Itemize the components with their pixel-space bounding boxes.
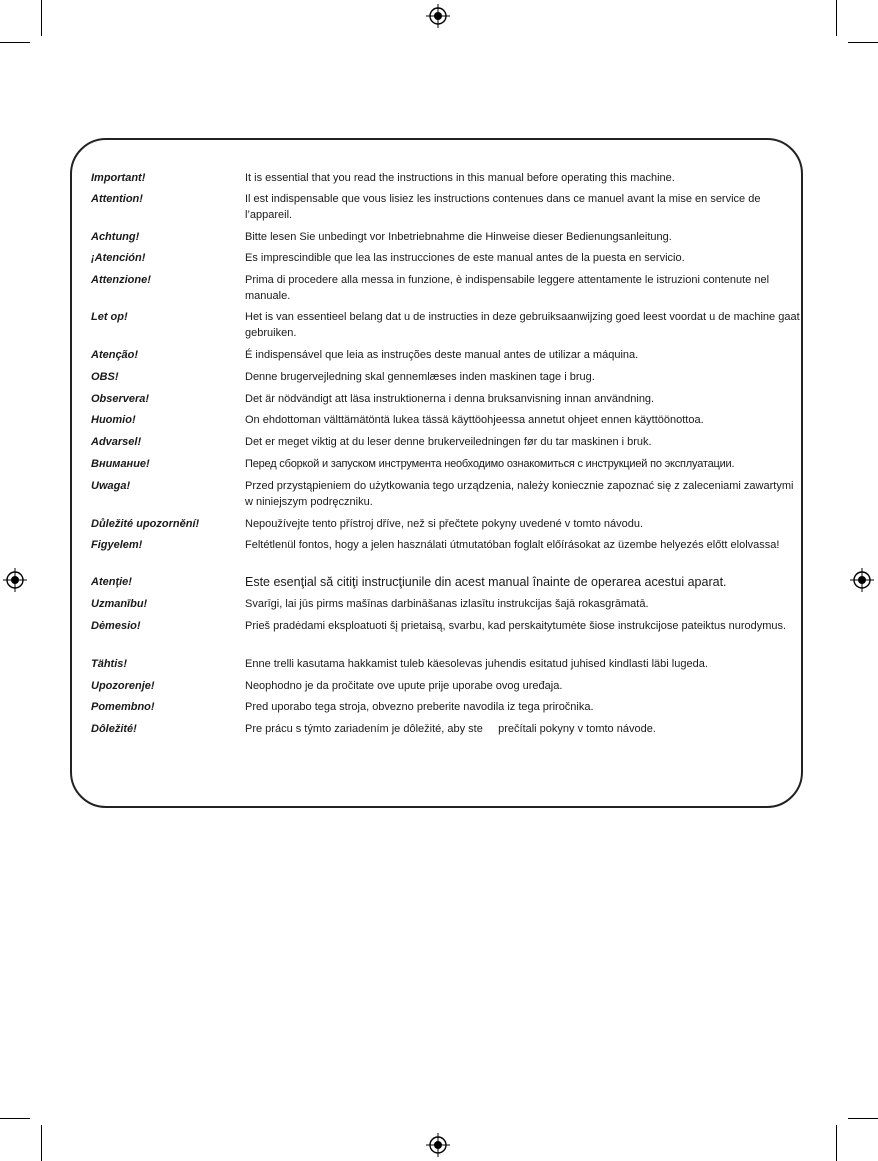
language-label: Let op! [91,311,128,323]
language-label: Huomio! [91,414,136,426]
instruction-text: Det är nödvändigt att läsa instruktionerna i denna bruksanvisning innan användning. [245,393,655,405]
crop-mark [836,1125,837,1161]
language-label: Внимание! [91,458,150,470]
crop-mark [836,0,837,36]
crop-mark [0,42,30,43]
registration-crosshair-icon [850,568,874,592]
instruction-text: Il est indispensable que vous lisiez les instructions contenues dans ce manuel avant la mise en service de l’appareil. [245,193,761,221]
instruction-text: It is essential that you read the instructions in this manual before operating this machine. [245,172,675,184]
registration-crosshair-icon [426,4,450,28]
instruction-text: Det er meget viktig at du leser denne brukerveiledningen før du tar maskinen i bruk. [245,436,652,448]
language-label: Dėmesio! [91,620,141,632]
instruction-text: Перед сборкой и запуском инструмента необходимо ознакомиться с инструкцией по эксплуатации. [245,458,735,470]
language-label: ¡Atención! [91,252,146,264]
language-label: Observera! [91,393,150,405]
crop-mark [41,1125,42,1161]
language-label: Attention! [91,193,143,205]
instruction-text: Este esenţial să citiţi instrucţiunile din acest manual înainte de operarea acestui aparat. [245,575,727,589]
instruction-text: É indispensável que leia as instruções deste manual antes de utilizar a máquina. [245,349,639,361]
registration-crosshair-icon [426,1133,450,1157]
language-label: Atenţie! [91,576,132,588]
instruction-text: Pred uporabo tega stroja, obvezno preberite navodila iz tega priročnika. [245,701,594,713]
instruction-text: Prieš pradėdami eksploatuoti šį prietaisą, svarbu, kad perskaitytumėte šiose instrukcijose pateiktus nurodymus. [245,620,787,632]
instruction-text: Denne brugervejledning skal gennemlæses inden maskinen tage i brug. [245,371,595,383]
language-label: Attenzione! [91,274,151,286]
instruction-text: Enne trelli kasutama hakkamist tuleb käesolevas juhendis esitatud juhised kindlasti läbi lugeda. [245,658,708,670]
instruction-text: Bitte lesen Sie unbedingt vor Inbetriebnahme die Hinweise dieser Bedienungsanleitung. [245,231,672,243]
crop-mark [0,1118,30,1119]
warning-panel [70,138,803,808]
language-label: Upozorenje! [91,680,155,692]
language-label: Important! [91,172,146,184]
instruction-text: Neophodno je da pročitate ove upute prije uporabe ovog uređaja. [245,680,563,692]
instruction-text: Nepoužívejte tento přístroj dříve, než si přečtete pokyny uvedené v tomto návodu. [245,518,644,530]
instruction-text: Svarīgi, lai jūs pirms mašīnas darbināšanas izlasītu instrukcijas šajā rokasgrāmatā. [245,598,649,610]
language-label: Figyelem! [91,539,143,551]
language-label: Tähtis! [91,658,128,670]
crop-mark [848,42,878,43]
crop-mark [41,0,42,36]
instruction-text: Feltétlenül fontos, hogy a jelen használati útmutatóban foglalt előírásokat az üzembe helyezés előtt elolvassa! [245,539,780,551]
language-label: Atenção! [91,349,139,361]
language-label: OBS! [91,371,119,383]
language-label: Uzmanību! [91,598,148,610]
instruction-text: Pre prácu s týmto zariadením je dôležité, aby ste prečítali pokyny v tomto návode. [245,723,656,735]
registration-crosshair-icon [3,568,27,592]
instruction-text: Es imprescindible que lea las instrucciones de este manual antes de la puesta en servicio. [245,252,685,264]
language-label: Důležité upozornění! [91,518,200,530]
instruction-text: Prima di procedere alla messa in funzione, è indispensabile leggere attentamente le istruzioni contenute nel manuale. [245,274,770,302]
language-label: Dôležité! [91,723,137,735]
language-label: Achtung! [91,231,140,243]
language-label: Pomembno! [91,701,155,713]
crop-mark [848,1118,878,1119]
language-label: Advarsel! [91,436,142,448]
language-label: Uwaga! [91,480,131,492]
instruction-text: Het is van essentieel belang dat u de instructies in deze gebruiksaanwijzing goed leest voordat u de machine gaat gebruiken. [245,311,800,339]
instruction-text: On ehdottoman välttämätöntä lukea tässä käyttöohjeessa annetut ohjeet ennen käyttöönottoa. [245,414,704,426]
instruction-text: Przed przystąpieniem do użytkowania tego urządzenia, należy koniecznie zapoznać się z zaleceniami zawartymi w niniejszym podręczniku. [245,480,794,508]
